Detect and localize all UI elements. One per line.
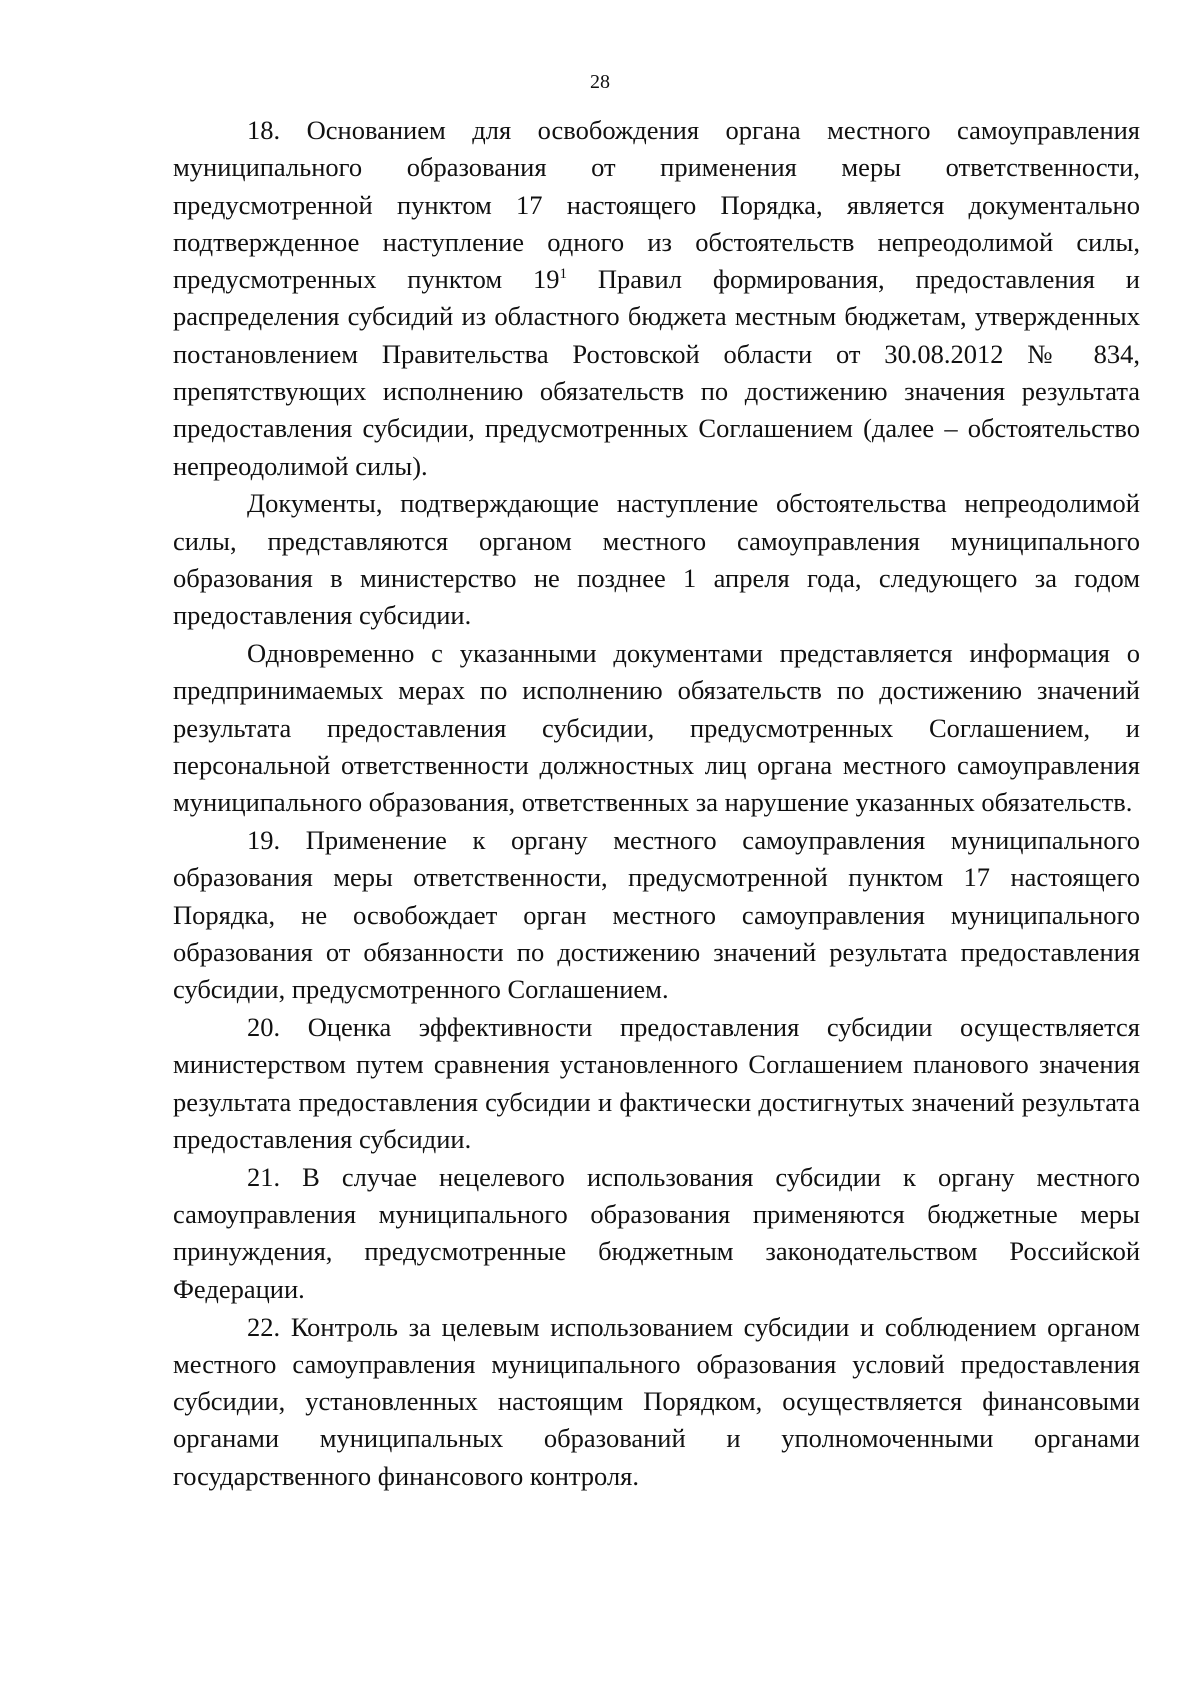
paragraph-22: 22. Контроль за целевым использованием субсидии и соблюдением органом местного самоуправления муниципального образования условий предоставления субсидии, установленных настоящим Порядком, осуществляется финансовыми органами муниципальных образований и уполномоченными органами государственного финансового контроля. (173, 1311, 1140, 1491)
page-number: 28 (590, 71, 610, 93)
paragraph-18-text-end: Правил формирования, предоставления и распределения субсидий из областного бюджета местным бюджетам, утвержденных постановлением Правительства Ростовской области от 30.08.2012 № 834, препятствующих исполнению обязательств по достижению значения результата предоставления субсидии, предусмотренных Соглашением (далее – обстоятельство непреодолимой силы). (173, 264, 1140, 481)
superscript-marker: 1 (559, 266, 567, 283)
paragraph-18 (173, 112, 1140, 485)
paragraph-information: Одновременно с указанными документами представляется информация о предпринимаемых мерах по исполнению обязательств по достижению значений результата предоставления субсидии, предусмотренных Соглашением, и персональной ответственности должностных лиц органа местного самоуправления муниципального образования, ответственных за нарушение указанных обязательств. (173, 638, 1140, 818)
document-body (173, 112, 1140, 1495)
paragraph-18-text-start: 18. Основанием для освобождения органа местного самоуправления муниципального образования от применения меры ответственности, предусмотренной пунктом 17 настоящего Порядка, является документально подтвержденное наступление одного из обстоятельств непреодолимой силы, предусмотренных пунктом 19 (173, 115, 1140, 295)
paragraph-19: 19. Применение к органу местного самоуправления муниципального образования меры ответственности, предусмотренной пунктом 17 настоящего Порядка, не освобождает орган местного самоуправления муниципального образования от обязанности по достижению значений результата предоставления субсидии, предусмотренного Соглашением. (173, 825, 1140, 1005)
paragraph-21: 21. В случае нецелевого использования субсидии к органу местного самоуправления муниципального образования применяются бюджетные меры принуждения, предусмотренные бюджетным законодательством Российской Федерации. (173, 1161, 1140, 1304)
paragraph-documents: Документы, подтверждающие наступление обстоятельства непреодолимой силы, представляются органом местного самоуправления муниципального образования в министерство не позднее 1 апреля года, следующего за годом предоставления субсидии. (173, 488, 1140, 631)
paragraph-20: 20. Оценка эффективности предоставления субсидии осуществляется министерством путем сравнения установленного Соглашением планового значения результата предоставления субсидии и фактически достигнутых значений результата предоставления субсидии. (173, 1012, 1140, 1155)
